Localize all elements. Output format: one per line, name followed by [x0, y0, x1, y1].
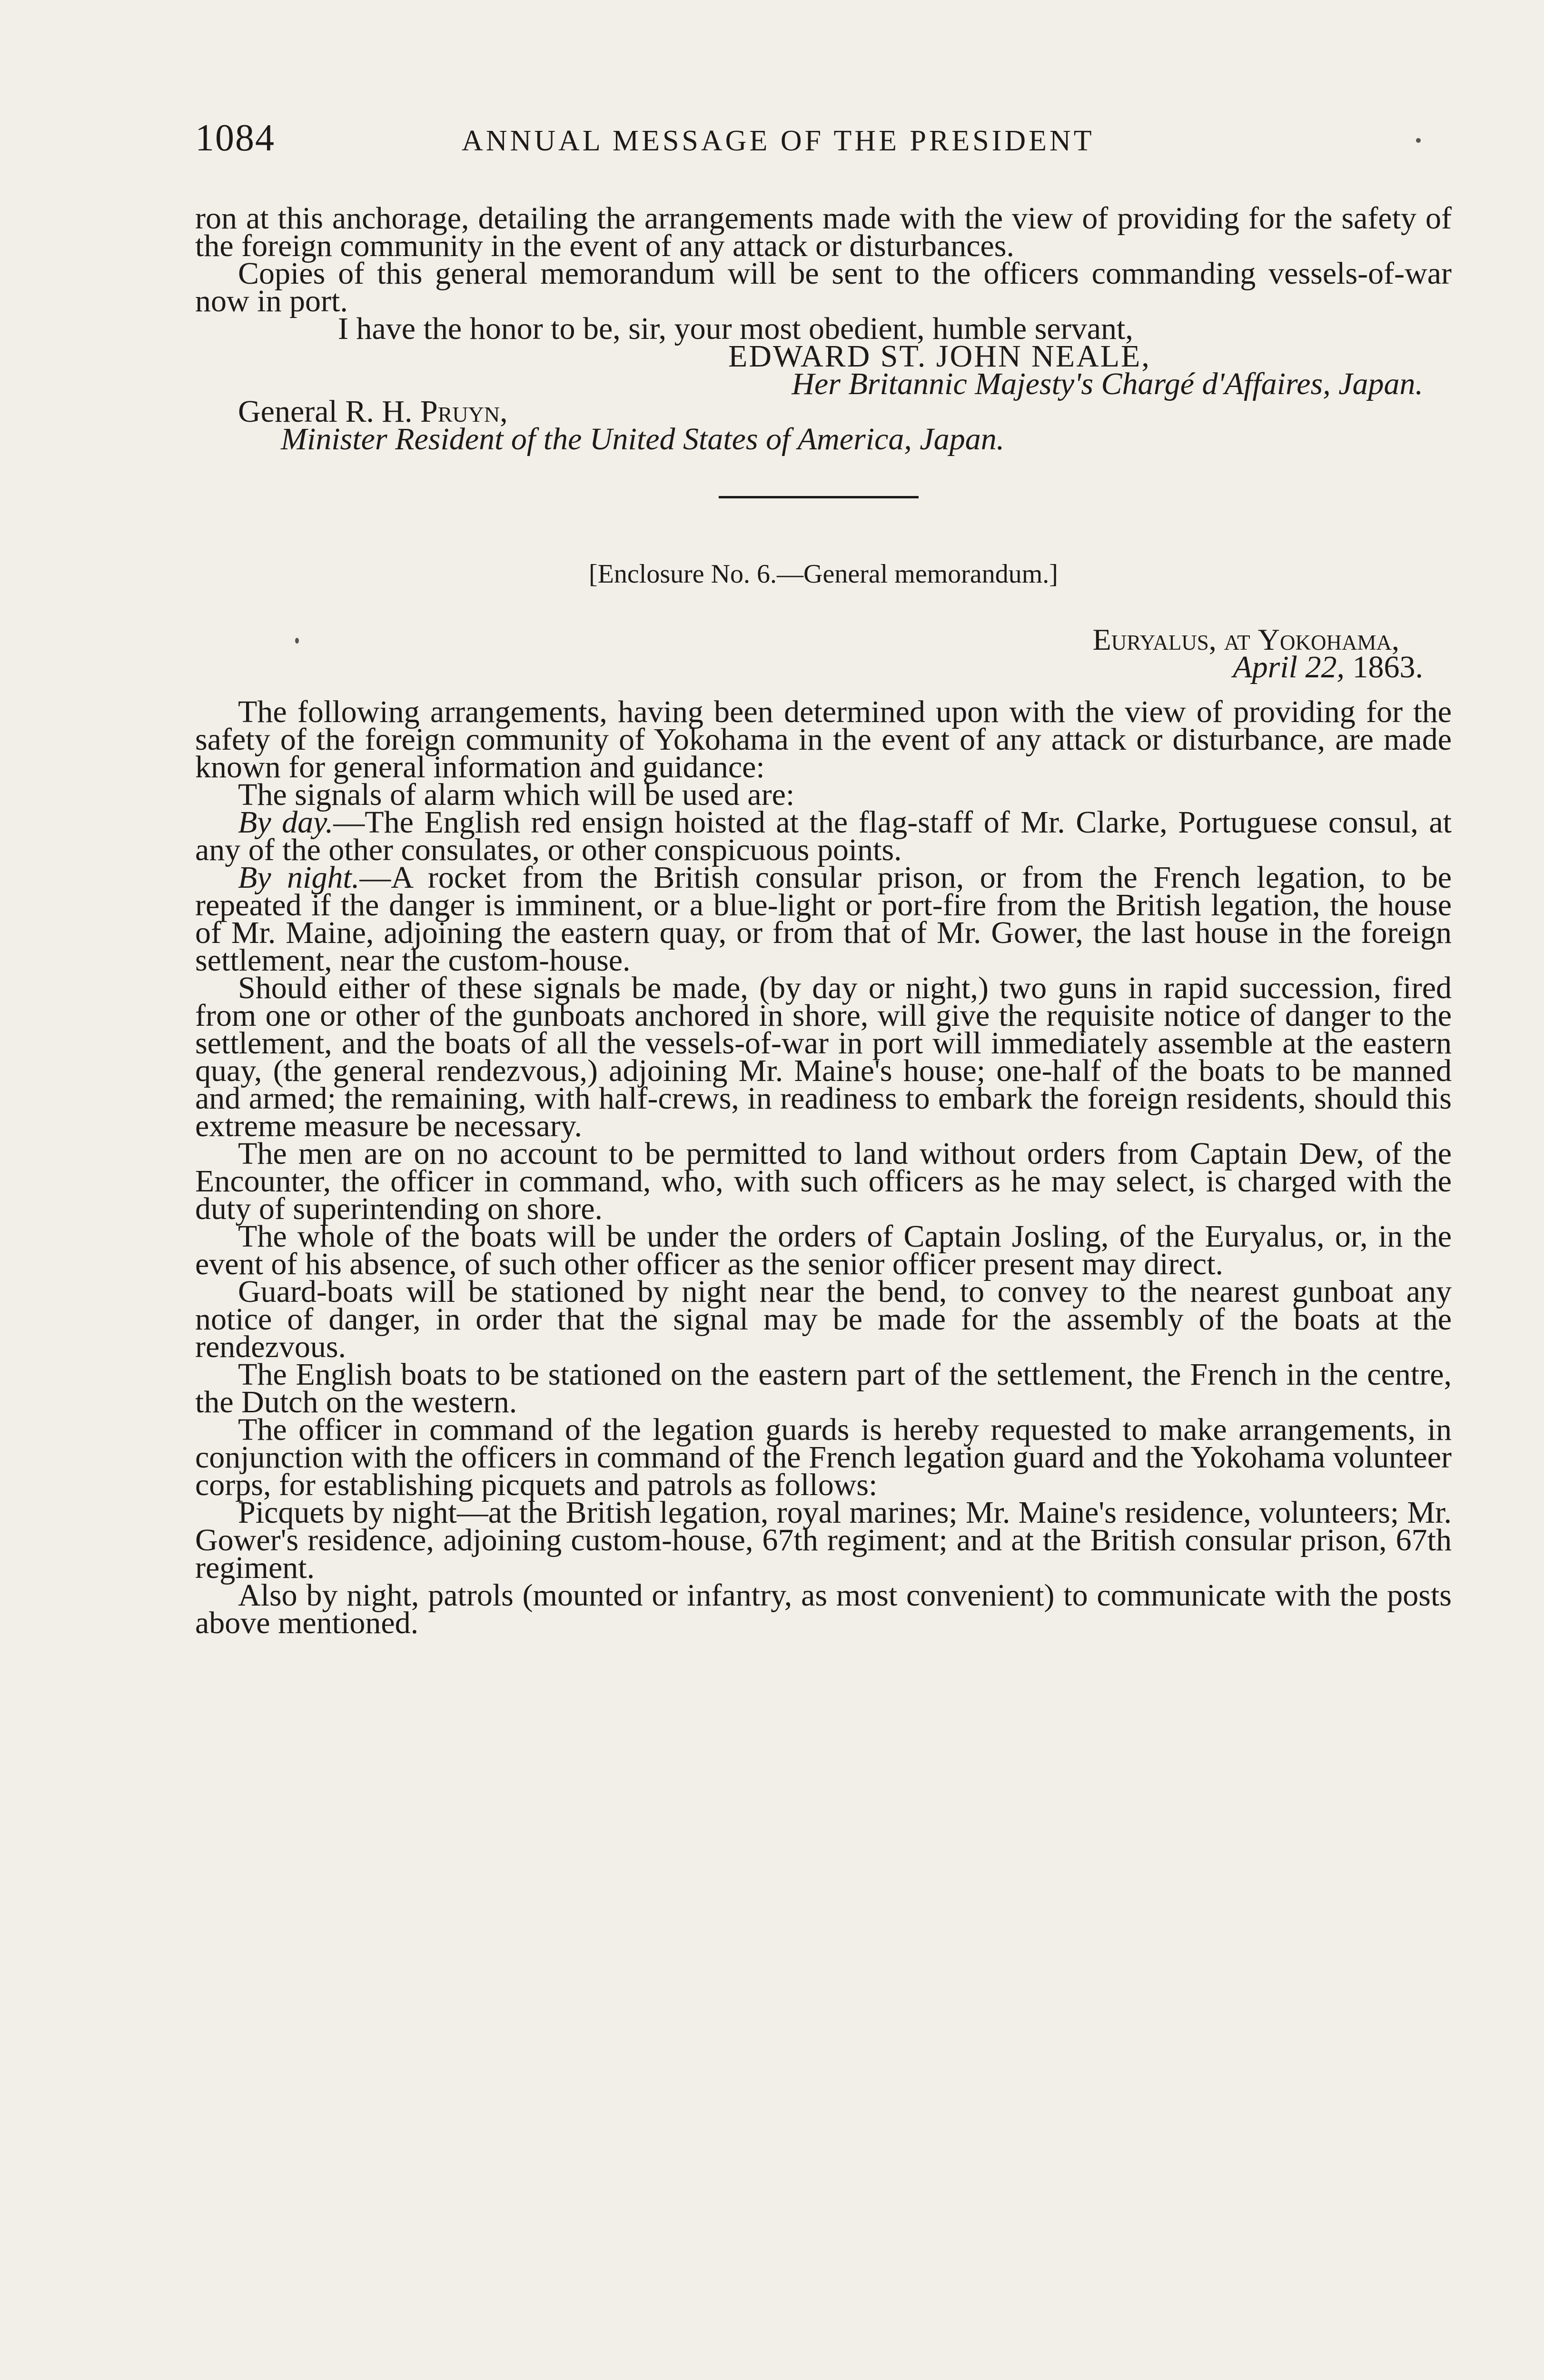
memo-paragraph: The signals of alarm which will be used are:	[238, 777, 795, 812]
paper-speck	[295, 638, 299, 644]
letter-closing: I have the honor to be, sir, your most obedient, humble servant,	[338, 311, 1133, 346]
signature-title: Her Britannic Majesty's Chargé d'Affaires, Japan.	[792, 367, 1423, 401]
by-night-label: By night.	[238, 860, 360, 895]
enclosure-heading: [Enclosure No. 6.—General memorandum.]	[589, 559, 1058, 589]
running-head: ANNUAL MESSAGE OF THE PRESIDENT	[462, 125, 1095, 157]
paper-speck	[1416, 138, 1421, 143]
place-ship: Euryalus,	[1092, 623, 1217, 656]
memo-paragraph: Picquets by night—at the British legation, royal marines; Mr. Maine's residence, volunteers; Mr. Gower's residence, adjoining custom-house, 67th regiment; and at the British consular prison, 67th regiment.	[195, 1495, 1452, 1585]
memo-paragraph: Guard-boats will be stationed by night near the bend, to convey to the nearest gunboat any notice of danger, in order that the signal may be made for the assembly of the boats at the rendezvous.	[195, 1274, 1452, 1364]
page-number: 1084	[195, 117, 275, 159]
by-day-label: By day.	[238, 805, 334, 840]
place-at: at	[1224, 623, 1250, 656]
enclosure-date	[195, 650, 1452, 684]
memo-paragraph: The following arrangements, having been determined upon with the view of providing for the safety of the foreign community of Yokohama in the event of any attack or disturbance, are made known for general information and guidance:	[195, 694, 1452, 784]
memo-by-day	[195, 805, 1452, 867]
signature-name: EDWARD ST. JOHN NEALE,	[728, 339, 1151, 374]
memo-by-night	[195, 860, 1452, 978]
date-month-day: April 22,	[1233, 650, 1345, 684]
memo-paragraph: The English boats to be stationed on the eastern part of the settlement, the French in the centre, the Dutch on the western.	[195, 1357, 1452, 1419]
addressee-surname: Pruyn,	[420, 394, 508, 429]
memo-paragraph: Should either of these signals be made, (by day or night,) two guns in rapid succession, fired from one or other of the gunboats anchored in shore, will give the requisite notice of danger to the settlement, and the boats of all the vessels-of-war in port will immediately assemble at the eastern quay, (the general rendezvous,) adjoining Mr. Maine's house; one-half of the boats to be manned and armed; the remaining, with half-crews, in readiness to embark the foreign residents, should this extreme measure be necessary.	[195, 971, 1452, 1143]
place-city: Yokohama,	[1257, 623, 1399, 656]
addressee-title: Minister Resident of the United States of America, Japan.	[281, 422, 1005, 456]
by-day-text: —The English red ensign hoisted at the flag-staff of Mr. Clarke, Portuguese consul, at any of the other consulates, or other conspicuous points.	[195, 805, 1452, 867]
letter-paragraph-2: Copies of this general memorandum will be sent to the officers commanding vessels-of-war now in port.	[195, 256, 1452, 318]
section-divider	[719, 496, 919, 498]
memo-paragraph: The men are on no account to be permitted to land without orders from Captain Dew, of the Encounter, the officer in command, who, with such officers as he may select, is charged with the duty of superintending on shore.	[195, 1136, 1452, 1226]
addressee-prefix: General R. H.	[238, 394, 413, 429]
letter-paragraph-1: ron at this anchorage, detailing the arrangements made with the view of providing for the safety of the foreign community in the event of any attack or disturbances.	[195, 201, 1452, 263]
memo-paragraph: The officer in command of the legation guards is hereby requested to make arrangements, in conjunction with the officers in command of the French legation guard and the Yokohama volunteer corps, for establishing picquets and patrols as follows:	[195, 1412, 1452, 1502]
page-header	[195, 117, 1456, 169]
by-night-text: —A rocket from the British consular prison, or from the French legation, to be repeated if the danger is imminent, or a blue-light or port-fire from the British legation, the house of Mr. Maine, adjoining the eastern quay, or from that of Mr. Gower, the last house in the foreign settlement, near the custom-house.	[195, 860, 1452, 978]
memo-paragraph: The whole of the boats will be under the orders of Captain Josling, of the Euryalus, or, in the event of his absence, of such other officer as the senior officer present may direct.	[195, 1219, 1452, 1281]
date-year: 1863.	[1352, 650, 1423, 684]
page-body	[195, 201, 1452, 1640]
memo-paragraph: Also by night, patrols (mounted or infantry, as most convenient) to communicate with the posts above mentioned.	[195, 1578, 1452, 1640]
